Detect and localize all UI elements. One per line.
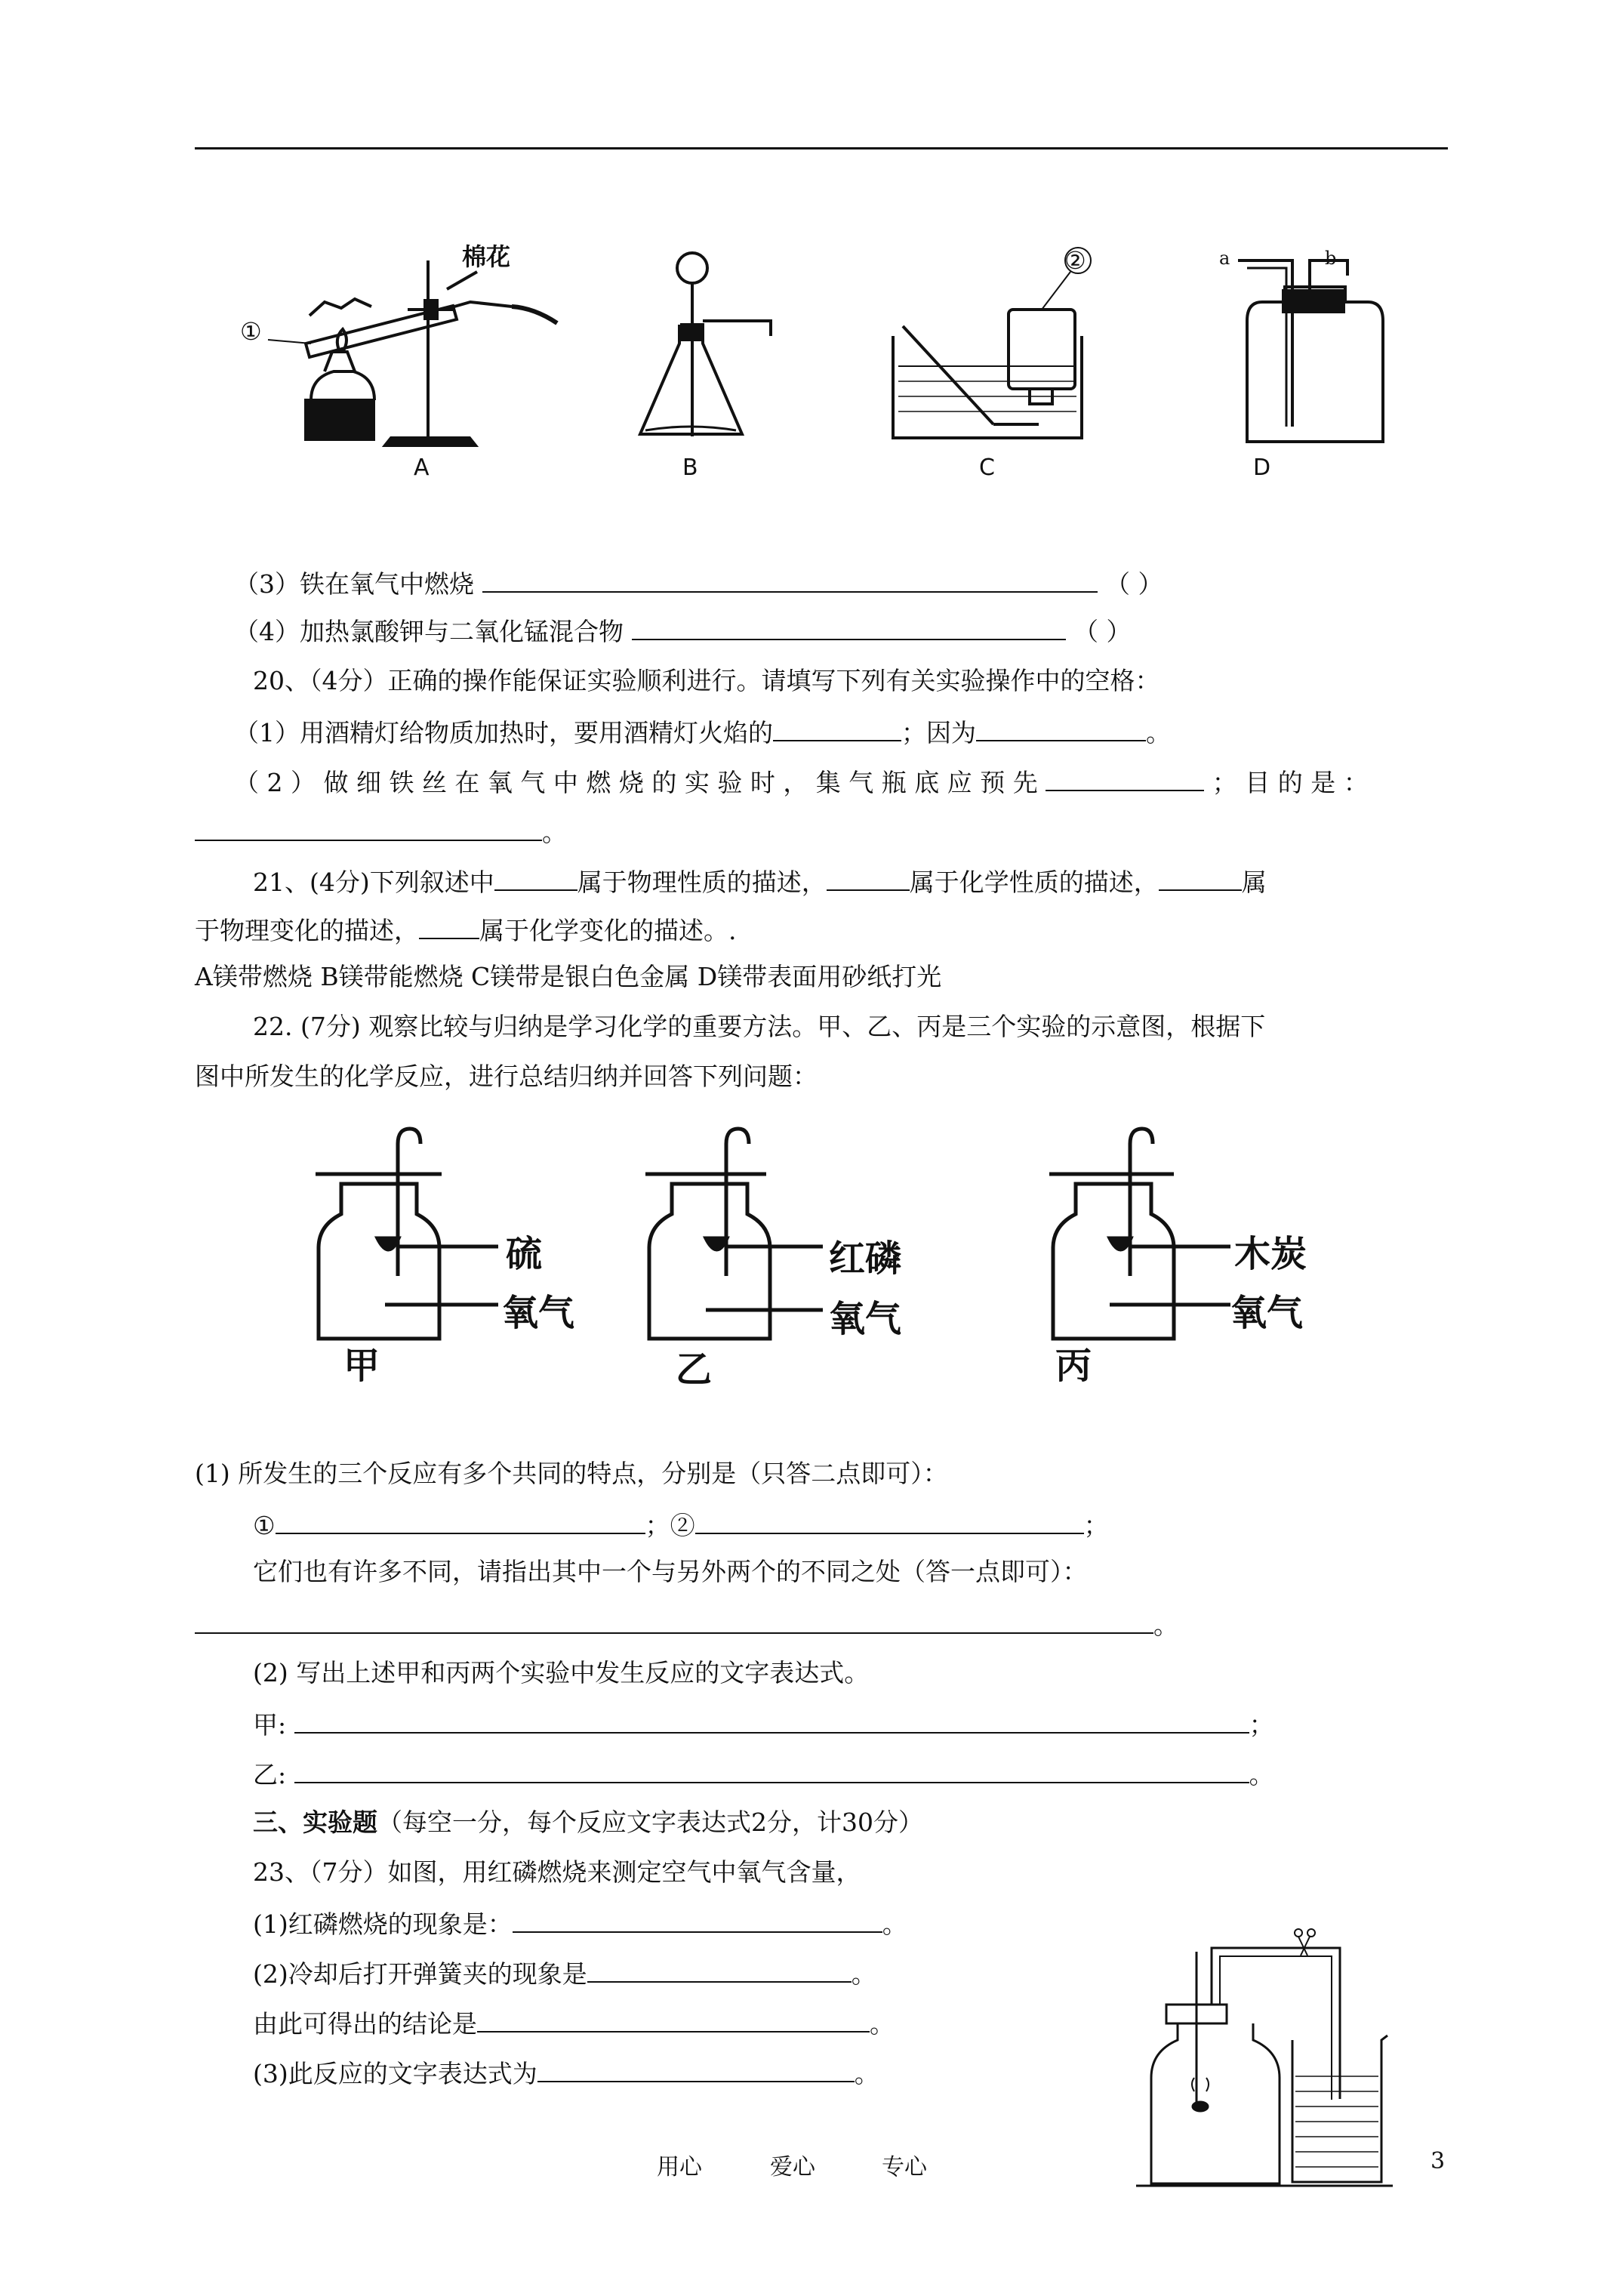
charcoal-label: 木炭: [1234, 1233, 1307, 1275]
fig-label-b: B: [682, 455, 698, 481]
page-number: 3: [1431, 2148, 1446, 2174]
q23-part2: (2)冷却后打开弹簧夹的现象是 。: [253, 1955, 876, 1991]
fig-label-d: D: [1253, 455, 1271, 481]
footer-b: 爱心: [770, 2154, 815, 2180]
fig-bing: 丙: [1055, 1345, 1092, 1387]
q22-line2: 图中所发生的化学反应，进行总结归纳并回答下列问题：: [195, 1062, 818, 1091]
sulfur-label: 硫: [506, 1233, 543, 1275]
port-b: b: [1325, 248, 1337, 269]
fig-label-c: C: [979, 455, 995, 481]
section3-heading: 三、实验题（每空一分，每个反应文字表达式2分，计30分）: [253, 1808, 923, 1837]
q23-title: 23、（7分）如图，用红磷燃烧来测定空气中氧气含量，: [253, 1857, 861, 1887]
q22-line1: 22. (7分) 观察比较与归纳是学习化学的重要方法。甲、乙、丙是三个实验的示意图，根据下: [253, 1012, 1266, 1041]
q22-yi: 乙: 。: [253, 1756, 1274, 1792]
q22-part2: (2) 写出上述甲和丙两个实验中发生反应的文字表达式。: [253, 1658, 870, 1687]
q22-difference-answer: 。: [195, 1607, 1178, 1642]
q20-part2-cont: 。: [195, 814, 567, 849]
q20-part2: （ 2 ） 做 细 铁 丝 在 氧 气 中 燃 烧 的 实 验 时 ， 集 气 瓶 底 应 预 先 ； 目 的 是 ：: [234, 764, 1369, 800]
q22-part1: (1) 所发生的三个反应有多个共同的特点，分别是（只答二点即可）：: [195, 1459, 948, 1488]
fig-yi: 乙: [676, 1348, 713, 1391]
footer-a: 用心: [657, 2154, 702, 2180]
oxygen-label-bing: 氧气: [1230, 1292, 1304, 1334]
q20-part1: （1）用酒精灯给物质加热时，要用酒精灯火焰的 ；因为 。: [234, 714, 1171, 750]
q22-jia: 甲: ；: [253, 1706, 1274, 1742]
fig-jia: 甲: [343, 1345, 380, 1387]
q22-common-points: ① ；② ；: [253, 1507, 1109, 1542]
q21-line2: 于物理变化的描述， 属于化学变化的描述。.: [195, 912, 737, 948]
cotton-label: 棉花: [462, 242, 511, 271]
q23-part4: (3)此反应的文字表达式为 。: [253, 2055, 879, 2091]
q23-part1: (1)红磷燃烧的现象是： 。: [253, 1906, 907, 1941]
q19-item4: （4）加热氯酸钾与二氧化锰混合物 （ ）: [234, 613, 1132, 649]
q19-item3: （3）铁在氧气中燃烧 （ ）: [234, 566, 1163, 601]
red-phosphorus-label: 红磷: [829, 1237, 902, 1280]
oxygen-label-yi: 氧气: [829, 1298, 902, 1340]
q21-options: A镁带燃烧 B镁带能燃烧 C镁带是银白色金属 D镁带表面用砂纸打光: [195, 962, 942, 991]
mark-1: ①: [240, 317, 262, 346]
port-a: a: [1219, 248, 1230, 269]
mark-2: ②: [1064, 246, 1086, 275]
oxygen-label-jia: 氧气: [502, 1292, 575, 1334]
footer-c: 专心: [882, 2154, 927, 2180]
q23-part3: 由此可得出的结论是 。: [253, 2005, 895, 2041]
q22-difference: 它们也有许多不同，请指出其中一个与另外两个的不同之处（答一点即可）：: [253, 1557, 1088, 1586]
q21-line1: 21、(4分)下列叙述中 属于物理性质的描述， 属于化学性质的描述， 属: [253, 864, 1267, 899]
fig-label-a: A: [414, 455, 430, 481]
q20-title: 20、（4分）正确的操作能保证实验顺利进行。请填写下列有关实验操作中的空格：: [253, 666, 1160, 695]
